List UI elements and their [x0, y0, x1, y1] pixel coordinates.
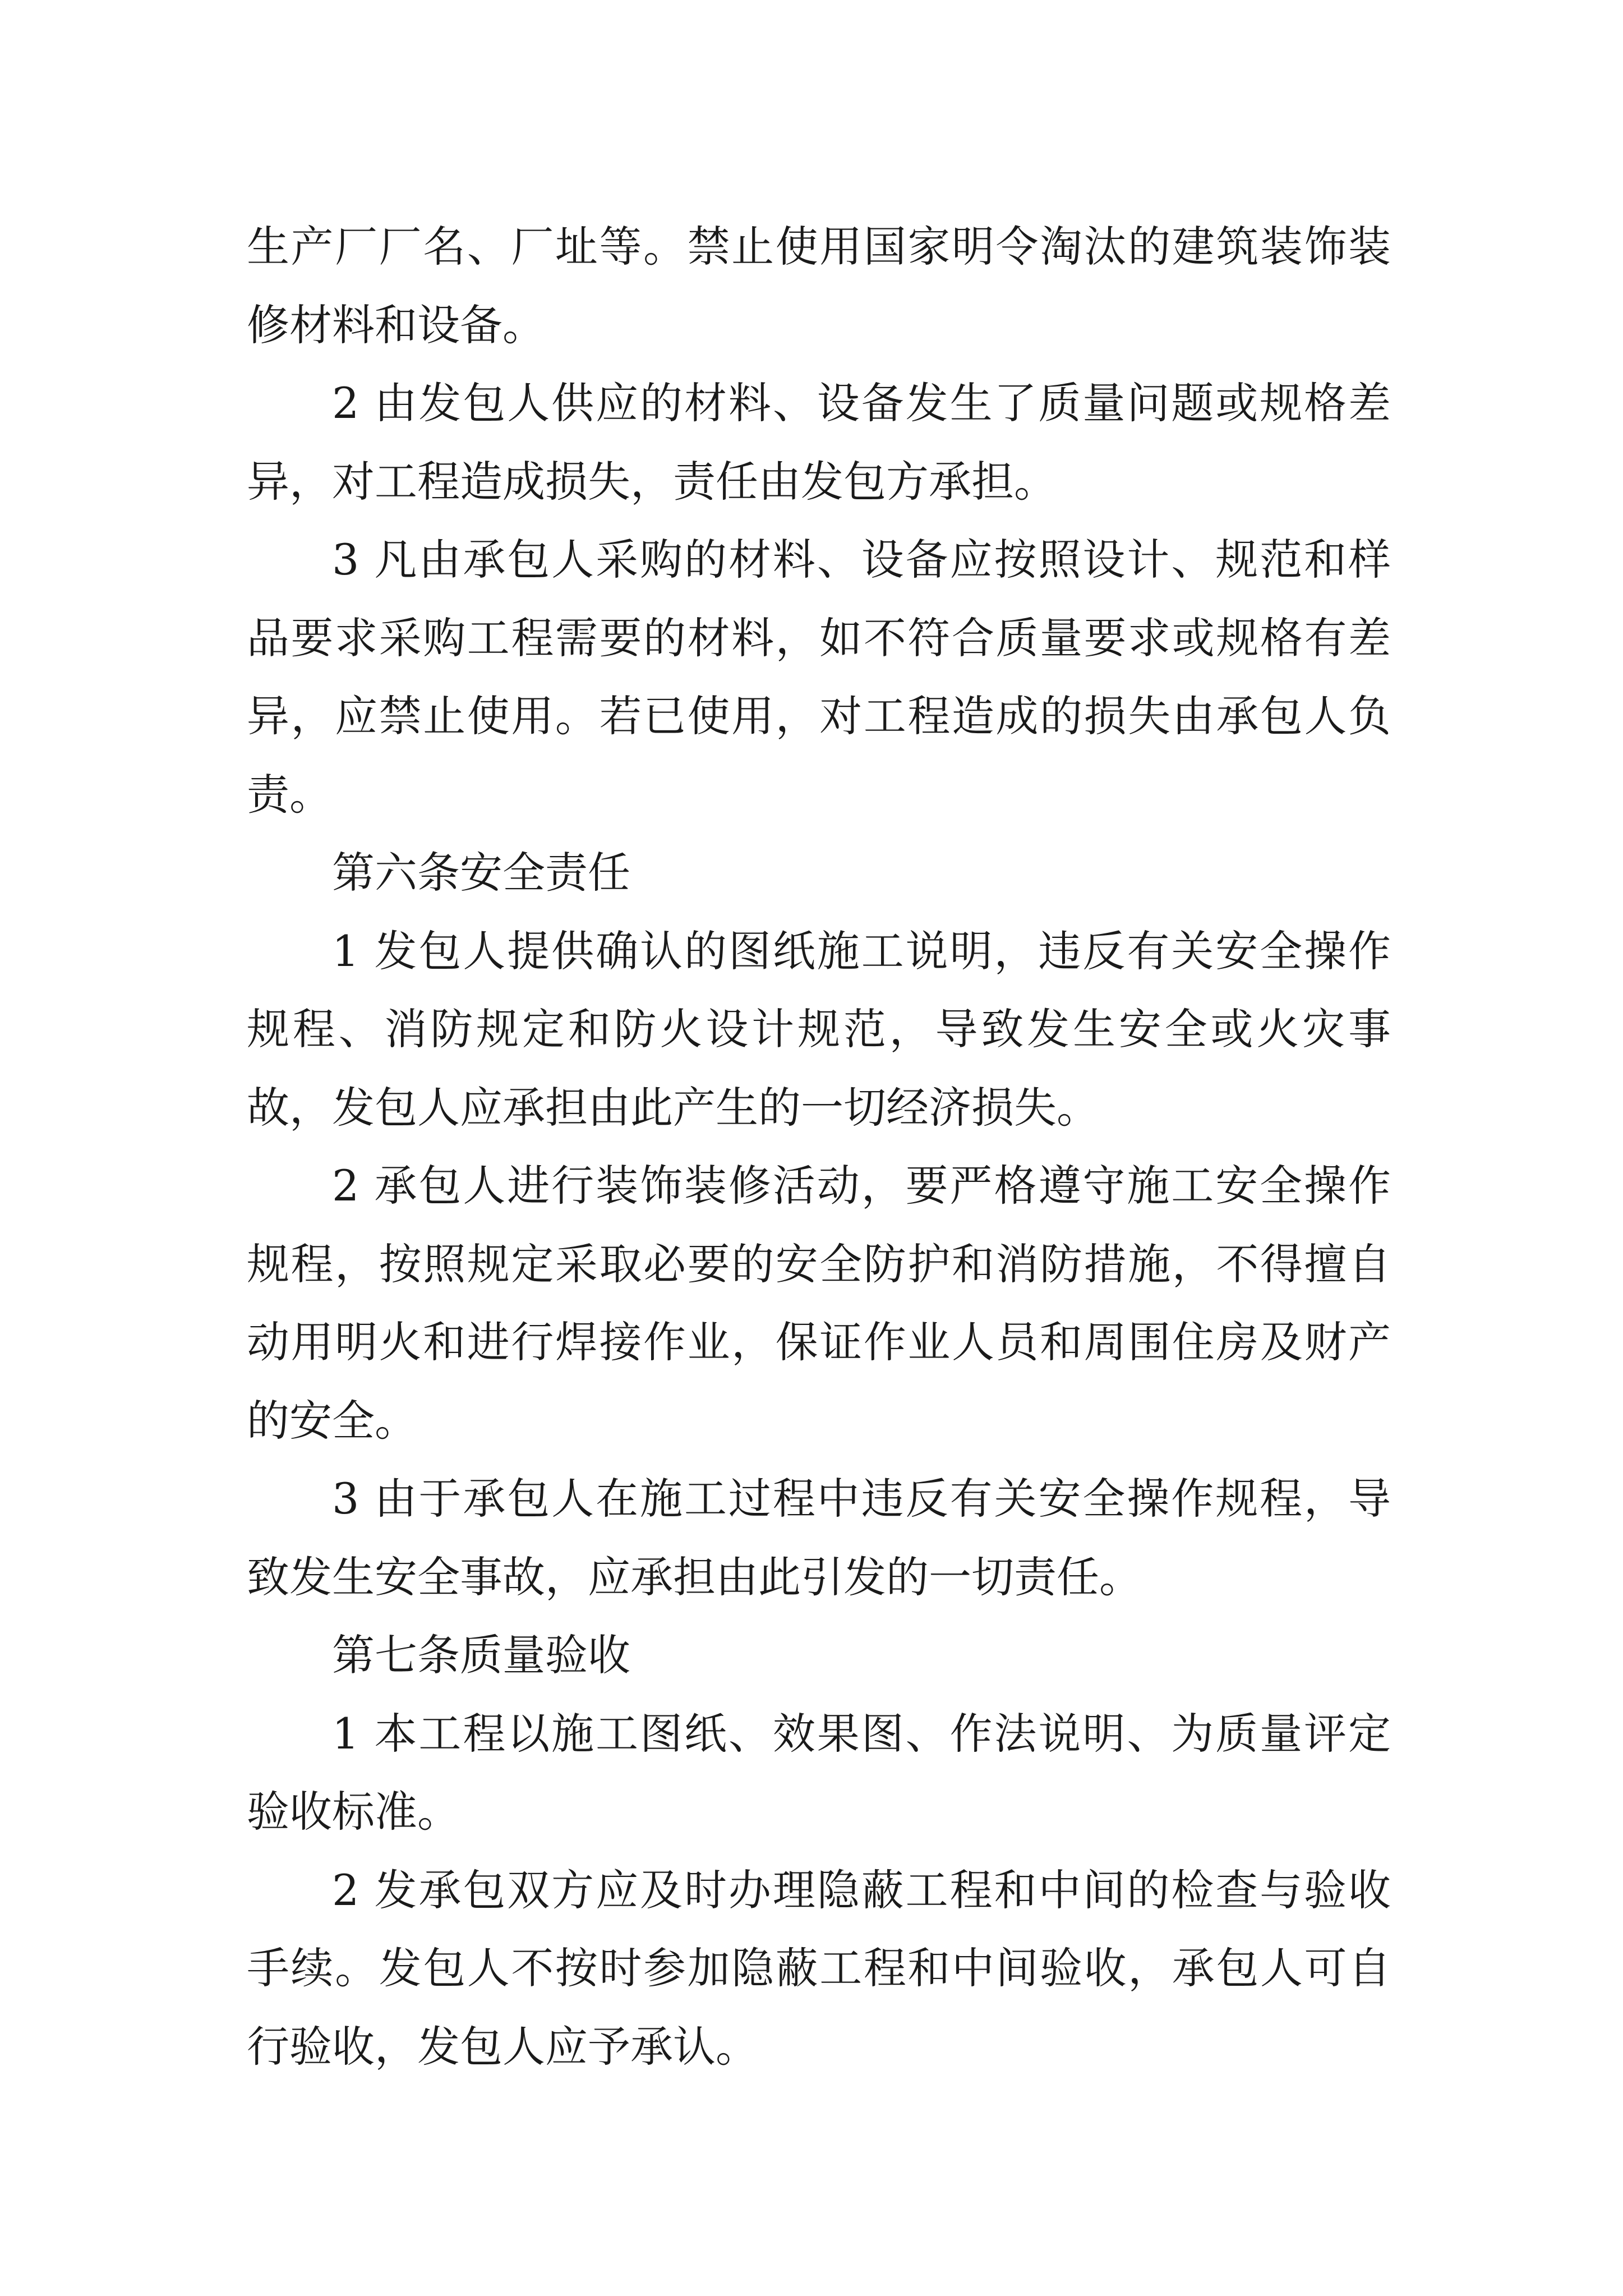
paragraph-item: 2 承包人进行装饰装修活动，要严格遵守施工安全操作规程，按照规定采取必要的安全防护和消防措施，不得擅自动用明火和进行焊接作业，保证作业人员和周围住房及财产的安全。	[247, 1161, 1391, 1446]
document-page	[247, 208, 1391, 2086]
paragraph-item: 1 本工程以施工图纸、效果图、作法说明、为质量评定验收标准。	[247, 1708, 1391, 1837]
paragraph-item: 3 由于承包人在施工过程中违反有关安全操作规程，导致发生安全事故，应承担由此引发的一切责任。	[247, 1474, 1391, 1602]
paragraph-item: 2 发承包双方应及时办理隐蔽工程和中间的检查与验收手续。发包人不按时参加隐蔽工程和中间验收，承包人可自行验收，发包人应予承认。	[247, 1865, 1391, 2072]
paragraph-continuation: 生产厂厂名、厂址等。禁止使用国家明令淘汰的建筑装饰装修材料和设备。	[247, 222, 1391, 350]
section-heading: 第七条质量验收	[332, 1630, 630, 1680]
paragraph-item: 2 由发包人供应的材料、设备发生了质量问题或规格差异，对工程造成损失，责任由发包方承担。	[247, 378, 1391, 507]
paragraph-item: 1 发包人提供确认的图纸施工说明，违反有关安全操作规程、消防规定和防火设计规范，导致发生安全或火灾事故，发包人应承担由此产生的一切经济损失。	[247, 926, 1391, 1133]
section-heading: 第六条安全责任	[332, 848, 630, 898]
paragraph-item: 3 凡由承包人采购的材料、设备应按照设计、规范和样品要求采购工程需要的材料，如不符合质量要求或规格有差异，应禁止使用。若已使用，对工程造成的损失由承包人负责。	[247, 535, 1391, 820]
